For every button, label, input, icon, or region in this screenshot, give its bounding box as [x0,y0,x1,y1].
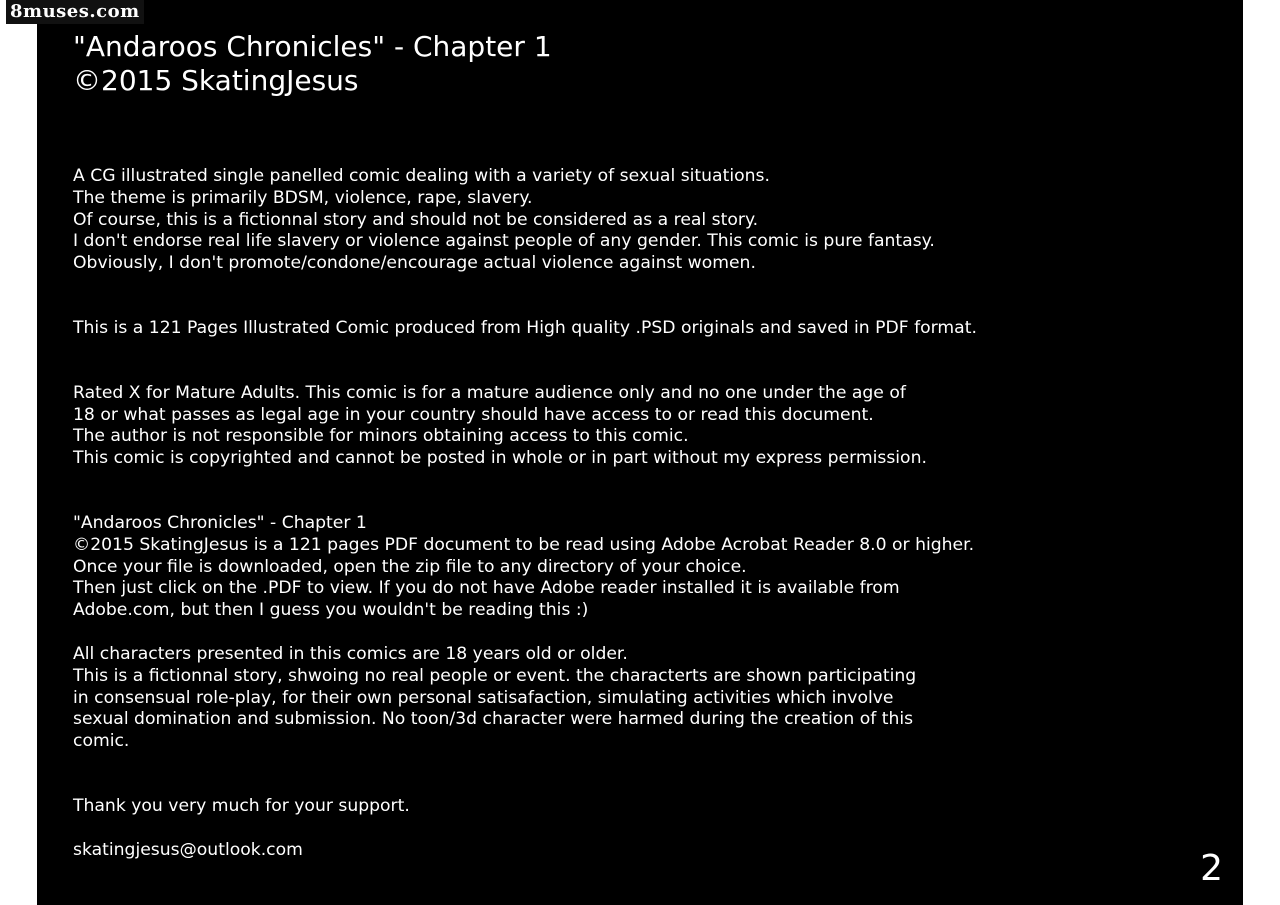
site-watermark: 8muses.com [6,0,144,24]
text-line: "Andaroos Chronicles" - Chapter 1 [73,512,367,533]
format-paragraph [73,318,1223,340]
page-title [73,30,552,98]
title-line: "Andaroos Chronicles" - Chapter 1 [73,30,552,63]
text-line: The theme is primarily BDSM, violence, rape, slavery. [73,187,533,208]
text-line: This comic is copyrighted and cannot be posted in whole or in part without my express permission. [73,448,927,469]
instructions-paragraph [73,513,1223,622]
text-line: This is a 121 Pages Illustrated Comic produced from High quality .PSD originals and saved in PDF format. [73,317,977,338]
text-line: Thank you very much for your support. [73,795,410,816]
text-line: The author is not responsible for minors obtaining access to this comic. [73,426,689,447]
text-line: A CG illustrated single panelled comic dealing with a variety of sexual situations. [73,166,770,186]
text-line: Then just click on the .PDF to view. If you do not have Adobe reader installed it is available from [73,578,900,599]
text-line: in consensual role-play, for their own personal satisafaction, simulating activities which involve [73,687,894,708]
text-line: 18 or what passes as legal age in your country should have access to or read this document. [73,404,874,425]
text-line: Rated X for Mature Adults. This comic is for a mature audience only and no one under the age of [73,382,906,403]
text-line: comic. [73,731,130,752]
text-line: Adobe.com, but then I guess you wouldn't be reading this :) [73,600,589,621]
text-line: Of course, this is a fictionnal story and should not be considered as a real story. [73,209,759,230]
page-number: 2 [1200,848,1223,889]
text-line: All characters presented in this comics are 18 years old or older. [73,643,628,664]
contact-paragraph [73,840,1223,862]
document-page [37,0,1243,905]
thanks-paragraph [73,796,1223,818]
text-line: ©2015 SkatingJesus is a 121 pages PDF document to be read using Adobe Acrobat Reader 8.0 or higher. [73,534,975,555]
text-line: sexual domination and submission. No toon/3d character were harmed during the creation of this [73,709,914,730]
characters-paragraph [73,644,1223,753]
text-line: Once your file is downloaded, open the zip file to any directory of your choice. [73,556,747,577]
text-line: Obviously, I don't promote/condone/encourage actual violence against women. [73,253,756,274]
contact-email: skatingjesus@outlook.com [73,839,303,860]
text-line: I don't endorse real life slavery or violence against people of any gender. This comic is pure fantasy. [73,231,935,252]
copyright-line: ©2015 SkatingJesus [73,64,359,97]
rating-paragraph [73,383,1223,470]
disclaimer-paragraph [73,166,1223,275]
text-line: This is a fictionnal story, shwoing no real people or event. the characterts are shown participating [73,665,917,686]
document-body [73,166,1223,862]
